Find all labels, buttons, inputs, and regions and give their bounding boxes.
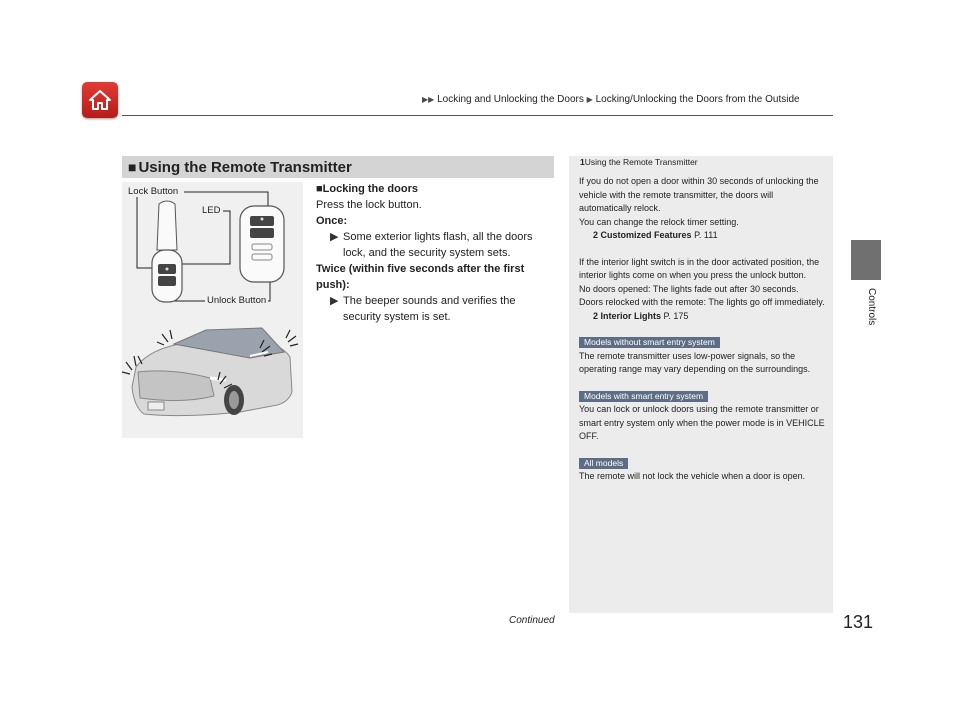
unlock-button-callout: Unlock Button	[207, 295, 267, 306]
breadcrumb-arrow-icon: ▶	[586, 95, 593, 104]
note-paragraph: You can change the relock timer setting.	[579, 216, 739, 227]
result-arrow-icon: ▶	[330, 295, 339, 307]
model-tag-all-models: All models	[579, 458, 628, 469]
remote-illustration	[122, 182, 303, 438]
chapter-tab[interactable]	[851, 240, 881, 280]
result-arrow-icon: ▶	[330, 231, 339, 243]
note-paragraph: Doors relocked with the remote: The lights go off immediately.	[579, 297, 825, 307]
notes-content	[579, 175, 826, 484]
section-title: Using the Remote Transmitter	[138, 159, 352, 176]
section-square-icon: ■	[128, 159, 137, 175]
xref-icon: 2	[593, 310, 599, 321]
continued-label: Continued	[509, 615, 555, 626]
led-callout: LED	[202, 205, 221, 216]
subsection-square-icon: ■	[316, 183, 323, 195]
car-illustration	[132, 328, 292, 416]
remote-transmitter-figure	[122, 182, 303, 438]
once-text: ▶ Some exterior lights flash, all the doors lock, and the security system sets.	[330, 231, 533, 259]
home-button[interactable]	[82, 82, 118, 118]
note-paragraph: The remote will not lock the vehicle when a door is open.	[579, 471, 806, 481]
header-divider	[122, 115, 833, 116]
xref-customized-features[interactable]: 2 Customized Features P. 111	[593, 230, 718, 240]
breadcrumb	[422, 94, 800, 105]
twice-text: ▶ The beeper sounds and verifies the security system is set.	[330, 295, 516, 323]
twice-label: Twice (within five seconds after the first push):	[316, 263, 525, 291]
home-icon	[88, 89, 112, 111]
blade-key-remote	[152, 201, 182, 302]
note-paragraph: The remote transmitter uses low-power signals, so the operating range may vary depending on the surroundings.	[579, 350, 811, 374]
xref-icon: 2	[593, 230, 599, 240]
breadcrumb-level-2[interactable]: Locking/Unlocking the Doors from the Outside	[595, 94, 800, 105]
note-number-icon: 1	[580, 157, 585, 167]
section-header	[122, 156, 554, 178]
chapter-tab-label[interactable]: Controls	[866, 288, 877, 326]
note-paragraph: If the interior light switch is in the door activated position, the interior lights come on when you press the unlock button.	[579, 256, 820, 280]
note-paragraph: If you do not open a door within 30 seconds of unlocking the vehicle with the remote transmitter, the doors will automatically relock.	[579, 176, 819, 213]
breadcrumb-level-1[interactable]: Locking and Unlocking the Doors	[437, 94, 584, 105]
note-paragraph: You can lock or unlock doors using the remote transmitter or smart entry system only when the power mode is in VEHICLE OFF.	[579, 404, 825, 441]
breadcrumb-arrow-icon: ▶▶	[422, 95, 435, 104]
note-paragraph: No doors opened: The lights fade out after 30 seconds.	[579, 283, 799, 294]
model-tag-without-smart-entry: Models without smart entry system	[579, 337, 720, 348]
model-tag-with-smart-entry: Models with smart entry system	[579, 391, 708, 402]
main-content	[316, 181, 556, 325]
intro-text: Press the lock button.	[316, 199, 422, 211]
page-number: 131	[843, 612, 874, 632]
subsection-heading: ■Locking the doors	[316, 183, 418, 195]
xref-interior-lights[interactable]: 2 Interior Lights P. 175	[593, 310, 689, 321]
once-label: Once:	[316, 215, 348, 227]
notes-title: 1Using the Remote Transmitter	[580, 157, 698, 167]
smart-key-fob	[240, 206, 284, 282]
lock-button-callout: Lock Button	[128, 186, 179, 197]
